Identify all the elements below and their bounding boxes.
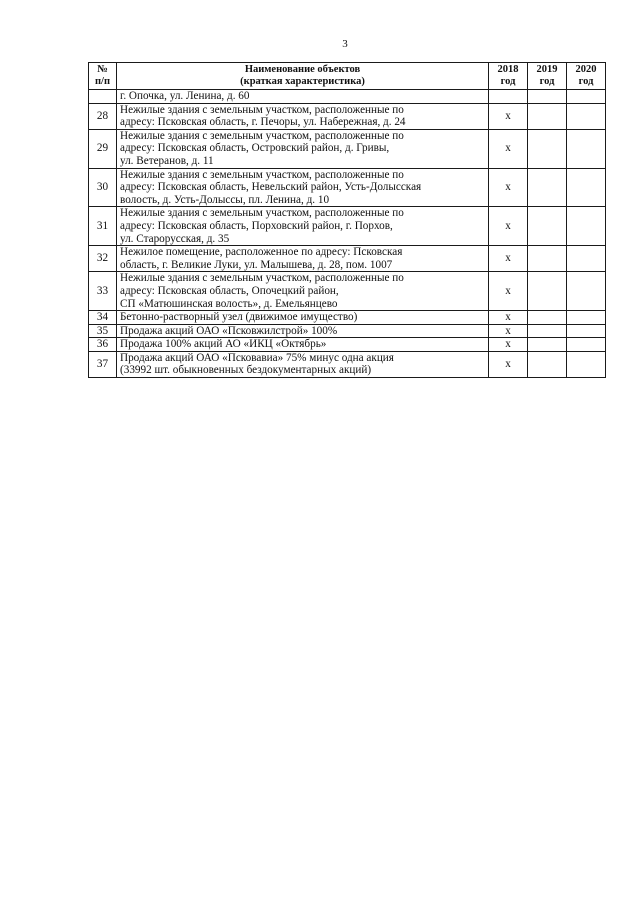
row-number bbox=[89, 90, 117, 104]
row-number: 28 bbox=[89, 103, 117, 129]
object-description bbox=[117, 351, 489, 377]
year-mark-2018: х bbox=[489, 324, 528, 338]
description-line: Нежилые здания с земельным участком, расположенные по bbox=[120, 168, 404, 181]
object-description bbox=[117, 129, 489, 168]
year-mark-2020 bbox=[567, 129, 606, 168]
header-year-line: год bbox=[500, 76, 516, 87]
header-name-line: (краткая характеристика) bbox=[240, 76, 365, 87]
year-mark-2019 bbox=[528, 207, 567, 246]
description-line: адресу: Псковская область, Порховский район, г. Порхов, bbox=[120, 219, 393, 232]
year-mark-2020 bbox=[567, 272, 606, 311]
row-number: 37 bbox=[89, 351, 117, 377]
row-number: 35 bbox=[89, 324, 117, 338]
year-mark-2020 bbox=[567, 324, 606, 338]
row-number: 32 bbox=[89, 246, 117, 272]
header-num-line: п/п bbox=[94, 76, 111, 87]
description-line: адресу: Псковская область, Невельский район, Усть-Долысская bbox=[120, 181, 422, 194]
year-mark-2020 bbox=[567, 207, 606, 246]
row-number: 33 bbox=[89, 272, 117, 311]
year-mark-2019 bbox=[528, 168, 567, 207]
description-line: Нежилые здания с земельным участком, расположенные по bbox=[120, 272, 404, 285]
object-description bbox=[117, 246, 489, 272]
description-line: ул. Ветеранов, д. 11 bbox=[120, 154, 214, 167]
year-mark-2018: х bbox=[489, 311, 528, 325]
table-header-row bbox=[89, 63, 606, 90]
year-mark-2020 bbox=[567, 311, 606, 325]
year-mark-2018: х bbox=[489, 338, 528, 352]
table-row bbox=[89, 129, 606, 168]
table-row bbox=[89, 324, 606, 338]
description-line: (33992 шт. обыкновенных бездокументарных акций) bbox=[120, 364, 372, 377]
year-mark-2018: х bbox=[489, 129, 528, 168]
description-line: г. Опочка, ул. Ленина, д. 60 bbox=[120, 90, 250, 102]
header-year-2020 bbox=[567, 63, 606, 90]
description-line: СП «Матюшинская волость», д. Емельянцево bbox=[120, 297, 338, 310]
object-description bbox=[117, 103, 489, 129]
description-line: Нежилые здания с земельным участком, расположенные по bbox=[120, 207, 404, 220]
year-mark-2019 bbox=[528, 103, 567, 129]
table-row bbox=[89, 246, 606, 272]
object-description bbox=[117, 168, 489, 207]
description-line: Нежилые здания с земельным участком, расположенные по bbox=[120, 129, 404, 142]
year-mark-2018: х bbox=[489, 246, 528, 272]
header-year-line: 2018 bbox=[497, 64, 519, 75]
header-year-line: год bbox=[539, 76, 555, 87]
year-mark-2018 bbox=[489, 90, 528, 104]
description-line: адресу: Псковская область, Опочецкий район, bbox=[120, 284, 339, 297]
header-year-line: 2020 bbox=[575, 64, 597, 75]
year-mark-2020 bbox=[567, 168, 606, 207]
year-mark-2018: х bbox=[489, 272, 528, 311]
header-num-line: № bbox=[97, 64, 108, 75]
header-year-line: 2019 bbox=[536, 64, 558, 75]
object-description bbox=[117, 311, 489, 325]
table-body bbox=[89, 90, 606, 378]
table-row bbox=[89, 338, 606, 352]
year-mark-2019 bbox=[528, 311, 567, 325]
row-number: 30 bbox=[89, 168, 117, 207]
description-line: Продажа акций ОАО «Псковжилстрой» 100% bbox=[120, 324, 338, 337]
year-mark-2019 bbox=[528, 246, 567, 272]
table-row bbox=[89, 103, 606, 129]
row-number: 34 bbox=[89, 311, 117, 325]
table-row bbox=[89, 311, 606, 325]
objects-table bbox=[88, 62, 606, 378]
year-mark-2019 bbox=[528, 351, 567, 377]
table-row bbox=[89, 207, 606, 246]
year-mark-2019 bbox=[528, 129, 567, 168]
table-row bbox=[89, 351, 606, 377]
year-mark-2020 bbox=[567, 103, 606, 129]
row-number: 29 bbox=[89, 129, 117, 168]
description-line: Бетонно-растворный узел (движимое имущество) bbox=[120, 311, 358, 324]
description-line: Нежилые здания с земельным участком, расположенные по bbox=[120, 103, 404, 116]
year-mark-2020 bbox=[567, 338, 606, 352]
header-year-2018 bbox=[489, 63, 528, 90]
table-row bbox=[89, 272, 606, 311]
row-number: 36 bbox=[89, 338, 117, 352]
description-line: адресу: Псковская область, г. Печоры, ул. Набережная, д. 24 bbox=[120, 116, 406, 129]
year-mark-2018: х bbox=[489, 351, 528, 377]
year-mark-2018: х bbox=[489, 168, 528, 207]
object-description bbox=[117, 338, 489, 352]
header-num bbox=[89, 63, 117, 90]
year-mark-2019 bbox=[528, 324, 567, 338]
header-name bbox=[117, 63, 489, 90]
year-mark-2019 bbox=[528, 272, 567, 311]
object-description bbox=[117, 90, 489, 104]
year-mark-2020 bbox=[567, 246, 606, 272]
header-year-2019 bbox=[528, 63, 567, 90]
year-mark-2019 bbox=[528, 338, 567, 352]
page-number: 3 bbox=[342, 38, 348, 50]
description-line: Продажа акций ОАО «Псковавиа» 75% минус одна акция bbox=[120, 351, 394, 364]
year-mark-2018: х bbox=[489, 207, 528, 246]
description-line: адресу: Псковская область, Островский район, д. Гривы, bbox=[120, 142, 390, 155]
table-row bbox=[89, 168, 606, 207]
object-description bbox=[117, 207, 489, 246]
description-line: Продажа 100% акций АО «ИКЦ «Октябрь» bbox=[120, 338, 327, 351]
header-year-line: год bbox=[578, 76, 594, 87]
description-line: волость, д. Усть-Долыссы, пл. Ленина, д. 10 bbox=[120, 193, 330, 206]
row-number: 31 bbox=[89, 207, 117, 246]
header-name-line: Наименование объектов bbox=[244, 64, 361, 75]
description-line: область, г. Великие Луки, ул. Малышева, д. 28, пом. 1007 bbox=[120, 258, 393, 271]
year-mark-2018: х bbox=[489, 103, 528, 129]
description-line: ул. Старорусская, д. 35 bbox=[120, 232, 230, 245]
year-mark-2020 bbox=[567, 351, 606, 377]
description-line: Нежилое помещение, расположенное по адресу: Псковская bbox=[120, 246, 403, 259]
object-description bbox=[117, 324, 489, 338]
year-mark-2020 bbox=[567, 90, 606, 104]
object-description bbox=[117, 272, 489, 311]
year-mark-2019 bbox=[528, 90, 567, 104]
table-row bbox=[89, 90, 606, 104]
